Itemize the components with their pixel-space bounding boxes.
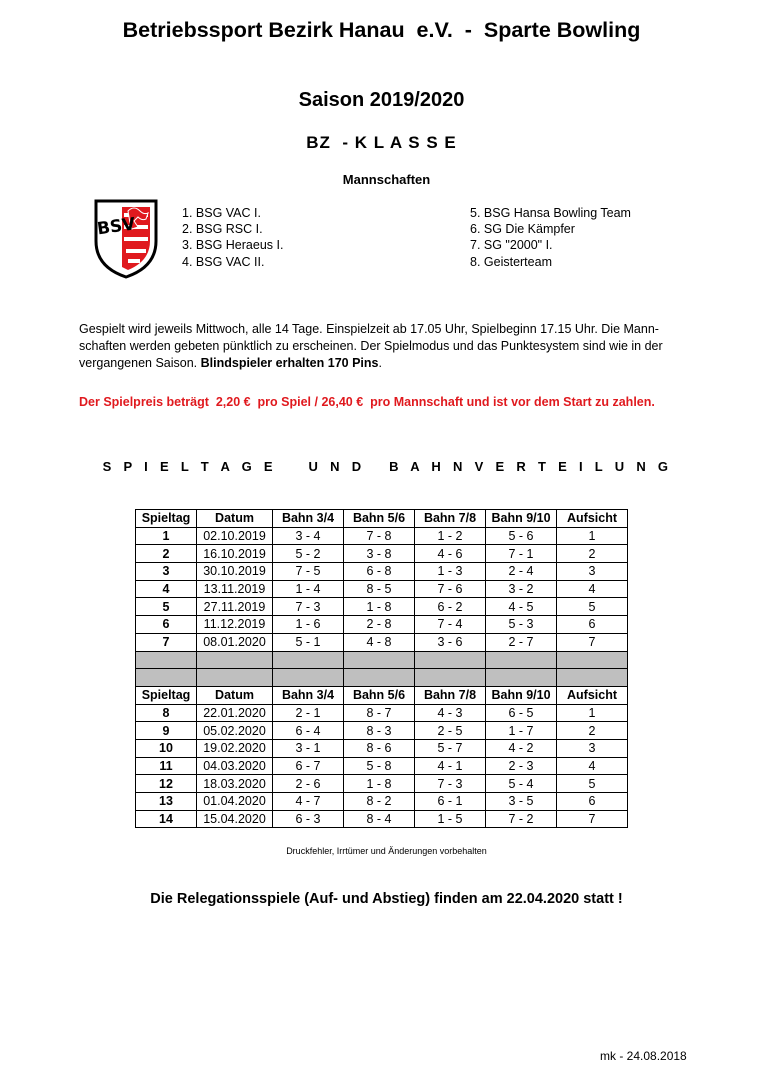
separator-cell bbox=[344, 669, 415, 687]
table-row bbox=[136, 810, 628, 828]
table-header-row bbox=[136, 510, 628, 528]
separator-cell bbox=[197, 651, 273, 669]
table-cell: 4 - 5 bbox=[486, 598, 557, 616]
info-line: vergangenen Saison. Blindspieler erhalten 170 Pins. bbox=[79, 356, 382, 370]
table-cell: 02.10.2019 bbox=[197, 527, 273, 545]
table-cell: 4 - 1 bbox=[415, 757, 486, 775]
matchday-cell: 14 bbox=[136, 810, 197, 828]
table-row bbox=[136, 775, 628, 793]
column-header: Bahn 5/6 bbox=[344, 510, 415, 528]
table-cell: 19.02.2020 bbox=[197, 739, 273, 757]
teams-heading: Mannschaften bbox=[342, 172, 431, 187]
table-cell: 1 - 6 bbox=[273, 616, 344, 634]
table-cell: 1 - 8 bbox=[344, 775, 415, 793]
column-header: Bahn 3/4 bbox=[273, 510, 344, 528]
table-row bbox=[136, 633, 628, 651]
table-cell: 8 - 6 bbox=[344, 739, 415, 757]
table-row bbox=[136, 793, 628, 811]
table-cell: 8 - 3 bbox=[344, 722, 415, 740]
table-cell: 7 - 4 bbox=[415, 616, 486, 634]
team-item: 5. BSG Hansa Bowling Team bbox=[470, 206, 631, 220]
separator-cell bbox=[557, 651, 628, 669]
table-cell: 7 - 5 bbox=[273, 563, 344, 581]
table-cell: 2 - 3 bbox=[486, 757, 557, 775]
team-item: 7. SG "2000" I. bbox=[470, 238, 553, 253]
table-cell: 5 - 8 bbox=[344, 757, 415, 775]
table-cell: 3 bbox=[557, 563, 628, 581]
table-cell: 7 - 2 bbox=[486, 810, 557, 828]
table-cell: 3 - 4 bbox=[273, 527, 344, 545]
footer-date: mk - 24.08.2018 bbox=[600, 1049, 687, 1063]
matchday-cell: 8 bbox=[136, 704, 197, 722]
matchday-cell: 10 bbox=[136, 739, 197, 757]
logo-text: BSV bbox=[95, 214, 137, 240]
table-cell: 6 - 3 bbox=[273, 810, 344, 828]
table-cell: 18.03.2020 bbox=[197, 775, 273, 793]
column-header: Spieltag bbox=[136, 510, 197, 528]
table-cell: 3 - 5 bbox=[486, 793, 557, 811]
table-cell: 30.10.2019 bbox=[197, 563, 273, 581]
table-row bbox=[136, 757, 628, 775]
table-cell: 6 - 2 bbox=[415, 598, 486, 616]
separator-cell bbox=[415, 651, 486, 669]
table-cell: 1 bbox=[557, 527, 628, 545]
table-cell: 1 - 4 bbox=[273, 580, 344, 598]
table-cell: 7 bbox=[557, 810, 628, 828]
table-cell: 7 - 3 bbox=[415, 775, 486, 793]
table-cell: 1 - 7 bbox=[486, 722, 557, 740]
separator-row bbox=[136, 669, 628, 687]
matchday-cell: 1 bbox=[136, 527, 197, 545]
table-cell: 4 - 2 bbox=[486, 739, 557, 757]
team-item: 4. BSG VAC II. bbox=[182, 254, 265, 269]
column-header: Bahn 7/8 bbox=[415, 686, 486, 704]
table-cell: 3 bbox=[557, 739, 628, 757]
team-item: 8. Geisterteam bbox=[470, 254, 552, 269]
table-cell: 6 - 7 bbox=[273, 757, 344, 775]
page-title: Betriebssport Bezirk Hanau e.V. - Sparte Bowling bbox=[122, 18, 641, 42]
table-cell: 5 - 2 bbox=[273, 545, 344, 563]
table-cell: 13.11.2019 bbox=[197, 580, 273, 598]
separator-cell bbox=[136, 651, 197, 669]
info-line: Gespielt wird jeweils Mittwoch, alle 14 Tage. Einspielzeit ab 17.05 Uhr, Spielbeginn 17.15 Uhr. Die Mann- bbox=[79, 322, 659, 336]
separator-cell bbox=[344, 651, 415, 669]
table-cell: 7 - 3 bbox=[273, 598, 344, 616]
league-class-title: BZ - K L A S S E bbox=[306, 133, 457, 152]
matchday-cell: 5 bbox=[136, 598, 197, 616]
separator-cell bbox=[273, 669, 344, 687]
season-title: Saison 2019/2020 bbox=[298, 89, 465, 111]
table-cell: 2 - 1 bbox=[273, 704, 344, 722]
table-cell: 2 - 4 bbox=[486, 563, 557, 581]
table-cell: 6 - 8 bbox=[344, 563, 415, 581]
table-cell: 7 - 6 bbox=[415, 580, 486, 598]
table-cell: 5 bbox=[557, 775, 628, 793]
table-cell: 22.01.2020 bbox=[197, 704, 273, 722]
table-row bbox=[136, 739, 628, 757]
schedule-heading: S P I E L T A G E U N D B A H N V E R T E I L U N G bbox=[102, 459, 673, 474]
table-row bbox=[136, 598, 628, 616]
column-header: Aufsicht bbox=[557, 686, 628, 704]
team-item: 6. SG Die Kämpfer bbox=[470, 222, 575, 237]
table-cell: 15.04.2020 bbox=[197, 810, 273, 828]
table-cell: 05.02.2020 bbox=[197, 722, 273, 740]
table-cell: 6 - 1 bbox=[415, 793, 486, 811]
table-cell: 5 - 3 bbox=[486, 616, 557, 634]
table-cell: 4 - 6 bbox=[415, 545, 486, 563]
table-cell: 6 - 5 bbox=[486, 704, 557, 722]
table-cell: 8 - 5 bbox=[344, 580, 415, 598]
table-cell: 8 - 4 bbox=[344, 810, 415, 828]
table-row bbox=[136, 563, 628, 581]
column-header: Datum bbox=[197, 510, 273, 528]
table-cell: 7 - 1 bbox=[486, 545, 557, 563]
matchday-cell: 11 bbox=[136, 757, 197, 775]
table-cell: 3 - 1 bbox=[273, 739, 344, 757]
separator-cell bbox=[486, 651, 557, 669]
table-cell: 2 - 7 bbox=[486, 633, 557, 651]
table-cell: 4 - 3 bbox=[415, 704, 486, 722]
column-header: Bahn 3/4 bbox=[273, 686, 344, 704]
table-cell: 5 - 7 bbox=[415, 739, 486, 757]
table-cell: 2 bbox=[557, 545, 628, 563]
column-header: Bahn 9/10 bbox=[486, 686, 557, 704]
table-cell: 1 - 5 bbox=[415, 810, 486, 828]
table-cell: 1 - 8 bbox=[344, 598, 415, 616]
table-cell: 3 - 6 bbox=[415, 633, 486, 651]
table-cell: 6 - 4 bbox=[273, 722, 344, 740]
table-row bbox=[136, 527, 628, 545]
table-cell: 27.11.2019 bbox=[197, 598, 273, 616]
table-cell: 5 bbox=[557, 598, 628, 616]
separator-cell bbox=[197, 669, 273, 687]
separator-cell bbox=[415, 669, 486, 687]
separator-cell bbox=[486, 669, 557, 687]
table-cell: 2 - 5 bbox=[415, 722, 486, 740]
table-cell: 01.04.2020 bbox=[197, 793, 273, 811]
price-notice: Der Spielpreis beträgt 2,20 € pro Spiel / 26,40 € pro Mannschaft und ist vor dem Start zu zahlen. bbox=[79, 395, 655, 409]
table-cell: 5 - 4 bbox=[486, 775, 557, 793]
table-cell: 2 - 8 bbox=[344, 616, 415, 634]
matchday-cell: 6 bbox=[136, 616, 197, 634]
column-header: Bahn 9/10 bbox=[486, 510, 557, 528]
matchday-cell: 3 bbox=[136, 563, 197, 581]
team-item: 3. BSG Heraeus I. bbox=[182, 238, 284, 253]
table-cell: 3 - 2 bbox=[486, 580, 557, 598]
matchday-cell: 2 bbox=[136, 545, 197, 563]
table-cell: 5 - 6 bbox=[486, 527, 557, 545]
team-item: 1. BSG VAC I. bbox=[182, 206, 261, 220]
matchday-cell: 4 bbox=[136, 580, 197, 598]
matchday-cell: 13 bbox=[136, 793, 197, 811]
table-cell: 11.12.2019 bbox=[197, 616, 273, 634]
separator-cell bbox=[273, 651, 344, 669]
schedule-table bbox=[135, 509, 628, 828]
teams-list-right bbox=[470, 205, 631, 270]
table-cell: 16.10.2019 bbox=[197, 545, 273, 563]
table-row bbox=[136, 616, 628, 634]
column-header: Bahn 7/8 bbox=[415, 510, 486, 528]
table-cell: 2 - 6 bbox=[273, 775, 344, 793]
column-header: Spieltag bbox=[136, 686, 197, 704]
info-paragraph bbox=[79, 321, 699, 372]
table-cell: 3 - 8 bbox=[344, 545, 415, 563]
column-header: Bahn 5/6 bbox=[344, 686, 415, 704]
table-cell: 4 bbox=[557, 757, 628, 775]
table-cell: 8 - 7 bbox=[344, 704, 415, 722]
table-cell: 5 - 1 bbox=[273, 633, 344, 651]
blind-player-note: Blindspieler erhalten 170 Pins bbox=[200, 356, 379, 370]
table-header-row bbox=[136, 686, 628, 704]
table-cell: 7 bbox=[557, 633, 628, 651]
column-header: Datum bbox=[197, 686, 273, 704]
table-cell: 7 - 8 bbox=[344, 527, 415, 545]
table-cell: 6 bbox=[557, 793, 628, 811]
column-header: Aufsicht bbox=[557, 510, 628, 528]
team-item: 2. BSG RSC I. bbox=[182, 222, 263, 237]
table-row bbox=[136, 580, 628, 598]
table-cell: 8 - 2 bbox=[344, 793, 415, 811]
table-row bbox=[136, 545, 628, 563]
matchday-cell: 12 bbox=[136, 775, 197, 793]
separator-cell bbox=[136, 669, 197, 687]
separator-cell bbox=[557, 669, 628, 687]
table-cell: 1 bbox=[557, 704, 628, 722]
table-cell: 1 - 2 bbox=[415, 527, 486, 545]
table-cell: 6 bbox=[557, 616, 628, 634]
table-cell: 4 bbox=[557, 580, 628, 598]
table-cell: 4 - 8 bbox=[344, 633, 415, 651]
table-cell: 4 - 7 bbox=[273, 793, 344, 811]
matchday-cell: 9 bbox=[136, 722, 197, 740]
table-row bbox=[136, 722, 628, 740]
bsv-logo bbox=[88, 197, 164, 279]
table-row bbox=[136, 704, 628, 722]
separator-row bbox=[136, 651, 628, 669]
table-cell: 04.03.2020 bbox=[197, 757, 273, 775]
table-cell: 08.01.2020 bbox=[197, 633, 273, 651]
info-line: schaften werden gebeten pünktlich zu erscheinen. Der Spielmodus und das Punktesystem sind wie in der bbox=[79, 339, 663, 353]
disclaimer: Druckfehler, Irrtümer und Änderungen vorbehalten bbox=[286, 846, 487, 856]
relegation-notice: Die Relegationsspiele (Auf- und Abstieg) finden am 22.04.2020 statt ! bbox=[150, 891, 623, 907]
matchday-cell: 7 bbox=[136, 633, 197, 651]
teams-list-left bbox=[182, 205, 283, 270]
table-cell: 1 - 3 bbox=[415, 563, 486, 581]
table-cell: 2 bbox=[557, 722, 628, 740]
